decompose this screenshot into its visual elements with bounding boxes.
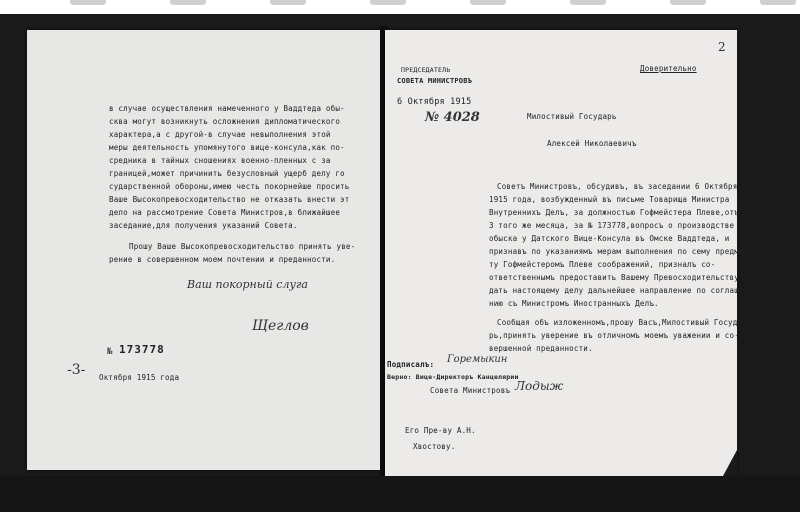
page-number: 2	[718, 40, 726, 54]
salutation: Милостивый Государь	[527, 112, 617, 121]
sprocket-hole	[170, 0, 206, 5]
sprocket-hole	[670, 0, 706, 5]
body-line: 1915 года, возбужденный въ письме Товарища Министра	[489, 195, 730, 204]
torn-corner	[723, 450, 737, 476]
letterhead-council: СОВЕТА МИНИСТРОВЪ	[397, 77, 473, 85]
sprocket-hole	[760, 0, 796, 5]
body-line: сударственной обороны,имею честь покорнейше просить	[109, 182, 350, 191]
handwritten-number: № 4028	[425, 110, 480, 125]
council-label: Совета Министровъ	[430, 386, 511, 395]
left-document-page	[27, 30, 382, 470]
body-line: средника в тайных сношениях военно-пленных с за	[109, 156, 331, 165]
closing-line: Сообщая объ изложенномъ,прошу Васъ,Милостивый Госуда-	[497, 318, 747, 327]
body-line: Ваше Высокопревосходительство не отказать внести эт	[109, 195, 350, 204]
sprocket-hole	[370, 0, 406, 5]
verified-label: Верно: Вице-Директоръ Канцелярии	[387, 373, 519, 381]
closing-line: вершенной преданности.	[489, 344, 593, 353]
confidential-stamp: Доверительно	[640, 64, 697, 73]
body-line: заседание,для получения указаний Совета.	[109, 221, 298, 230]
recipient-line: Хвостову.	[413, 442, 456, 451]
closing-line: Прошу Ваше Высокопревосходительство принять уве-	[129, 242, 356, 251]
sprocket-hole	[70, 0, 106, 5]
right-document-page	[385, 30, 749, 476]
sprocket-hole	[570, 0, 606, 5]
body-line: сква могут возникнуть осложнения дипломатического	[109, 117, 341, 126]
letter-date: 6 Октября 1915	[397, 97, 472, 107]
counter-signature: Лодыж	[515, 379, 564, 393]
film-strip-top-edge	[0, 0, 800, 14]
doc-number-prefix: №	[107, 347, 113, 357]
body-line: 3 того же месяца, за № 173778,вопросъ о производстве	[489, 221, 735, 230]
sprocket-hole	[270, 0, 306, 5]
closing-line: рение в совершенном моем почтении и преданности.	[109, 255, 336, 264]
body-line: признавъ по указаниямъ мерам выполнения по сему предме-	[489, 247, 749, 256]
body-line: дать настоящему делу дальнейшее направление по соглаше-	[489, 286, 749, 295]
body-line: Советъ Министровъ, обсудивъ, въ заседании 6 Октября	[497, 182, 738, 191]
addressee-name: Алексей Николаевичъ	[547, 139, 637, 148]
date-text: Октября 1915 года	[99, 373, 180, 382]
body-line: ту Гофмейстеромъ Плеве соображений, призналъ со-	[489, 260, 716, 269]
handwritten-closing: Ваш покорный слуга	[187, 278, 308, 291]
closing-line: рь,принять уверение въ отличномъ моемъ уважении и со-	[489, 331, 739, 340]
sprocket-hole	[470, 0, 506, 5]
body-line: дело на рассмотрение Совета Министров,в ближайшее	[109, 208, 341, 217]
body-line: характера,а с другой-в случае невыполнения этой	[109, 130, 331, 139]
film-strip-bottom-edge	[0, 476, 800, 512]
body-line: обыска у Датского Вице-Консула въ Омске Ваддтеда, и	[489, 234, 730, 243]
signed-label: Подписалъ:	[387, 360, 435, 369]
body-line: в случае осуществления намеченного у Ваддтеда обы-	[109, 104, 345, 113]
signature: Щеглов	[252, 318, 309, 334]
doc-number: 173778	[119, 343, 165, 356]
day-handwritten: -3-	[67, 362, 86, 378]
signed-handwritten: Горемыкин	[447, 354, 508, 365]
letterhead-title: ПРЕДСЕДАТЕЛЬ	[401, 66, 451, 74]
body-line: Внутреннихъ Делъ, за должностью Гофмейстера Плеве,отъ	[489, 208, 739, 217]
body-line: меры деятельность упомянутого вице-консула,как по-	[109, 143, 345, 152]
recipient-line: Его Пре-ву А.Н.	[405, 426, 476, 435]
body-line: ответственнымъ предоставить Вашему Превосходительству	[489, 273, 739, 282]
body-line: нию съ Министромъ Иностранныхъ Делъ.	[489, 299, 659, 308]
body-line: границей,может причинить безусловный ущерб делу го	[109, 169, 345, 178]
